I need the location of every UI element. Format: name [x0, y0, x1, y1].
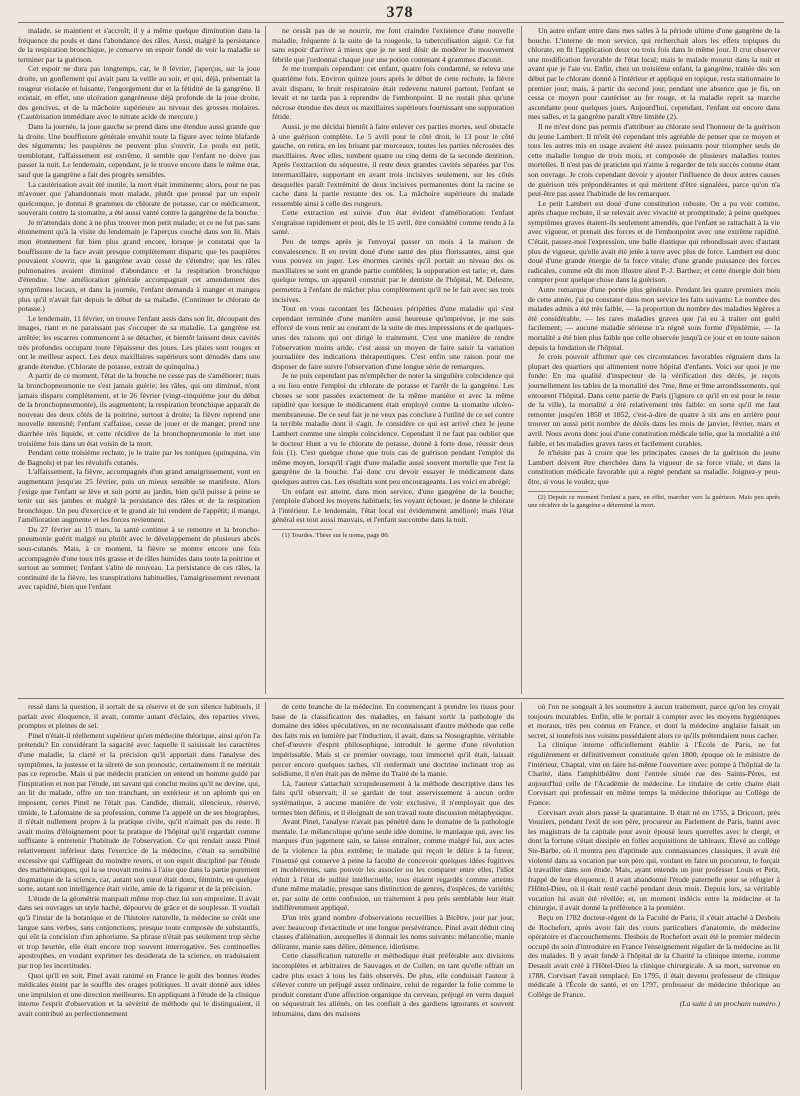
continued-note: (La suite à un prochain numéro.): [679, 999, 780, 1009]
paragraph: malade, se maintient et s'accroît; il y a même quelque diminution dans la fréquence du pouls et dans l'abondance des râles. Aussi, malgré la persistance de la respiration bronchique, je conserve un espoir fondé de voir la maladie se terminer par la guérison.: [18, 26, 260, 64]
footnote-rule: [528, 491, 588, 492]
upper-column-3: [528, 26, 780, 694]
paragraph: Je n'hésite pas à croire que les principales causes de la guérison du jeune Lambert doivent être cherchées dans la vigueur de sa force vitale, et dans la constitution médicale favorable qui a régné pendant sa maladie. Joignez-y peut-être, si vous le voulez, que: [528, 448, 780, 486]
paragraph: Tout en vous racontant les fâcheuses péripéties d'une maladie qui s'est cependant terminée d'une manière aussi heureuse qu'imprévue, je me suis efforcé de vous tenir au courant de la suite de mes impressions et de quelques-unes des raisons qui ont dirigé le traitement. C'est une manière de rendre l'observation moins aride, c'est aussi un moyen de faire saisir la variation journalière des indications thérapeutiques. C'est enfin une raison pour me disposer de faire suivre l'observation d'une longue série de remarques.: [272, 304, 514, 371]
paragraph: Cette extraction est suivie d'un état évident d'amélioration: l'enfant s'engraisse rapidement et peut, dès le 15 avril, être considéré comme rendu à la santé.: [272, 208, 514, 237]
paragraph: A partir de ce moment, l'état de la bouche ne cesse pas de s'améliorer; mais la bronchopneumonie ne s'est jamais guérie; les râles, qui ont diminué, n'ont jamais disparu complètement, et le 26 février (vingt-cinquième jour du début de la bronchopneumonie), ils augmentent; la respiration bronchique apparaît de nouveau des deux côtés de la poitrine, surtout à droite; la fièvre reprend une nouvelle intensité; l'enfant s'affaisse, cesse de jouer et de manger, prend une diarrhée très liquide, et cette récidive de la bronchopneumonie le met une troisième fois dans un état voisin de la mort.: [18, 371, 260, 448]
paragraph: Corvisart avait alors passé la quarantaine. Il était né en 1755, à Dricourt, près Vouziers, pendant l'exil de son père, procureur au Parlement de Paris, banni avec les magistrats de la capitale pour avoir épousé leurs querelles avec le clergé, et dont la fortune s'était dissipée en folles acquisitions de tableaux. Élevé au collège Ste-Barbe, où il montra peu d'aptitude aux connaissances classiques, il avait été violenté dans sa vocation par son père qui, voulant en faire un procureur, le forçait à travailler dans son étude. Mais, ayant entendu un jour professer Louis et Petit, frappé de leur éloquence, il avait abandonné l'étude paternelle pour se réfugier à l'Hôtel-Dieu, où il était resté caché pendant deux mois. Depuis lors, sa véritable vocation lui avait été révélée; et, un moment indécis entre la médecine et la chirurgie, il avait donné la préférence à la première.: [528, 807, 780, 913]
paragraph: Je crois pouvoir affirmer que ces circonstances favorables régnaient dans la plupart des quartiers qui alimentent notre hôpital d'enfants. Voici sur quoi je me fonde: En ma qualité d'inspecteur de la vérification des décès, je reçois journellement les tables de la mortalité des 7me, 8me et 9me arrondissements, qui entourent l'hôpital. Dans cette partie de Paris (j'ignore ce qu'il en est pour le reste de la ville), la mortalité a été relativement très faible: en sorte qu'il me faut remonter jusqu'en 1850 et 1852, c'est-à-dire de quatre à six ans en arrière pour trouver un aussi petit nombre de décès dans les mois de janvier, février, mars et avril. Nous avons donc joui d'une constitution médicale telle, que la mortalité a été faible, et les maladies graves rares et facilement curables.: [528, 352, 780, 448]
paragraph: ne cessât pas de se nourrir, me font craindre l'existence d'une nouvelle maladie, fréquente à la suite de la rougeole, la tuberculisation aiguë. Ce fut sans espoir d'arriver à mieux que je ne seul désir de modérer le mouvement fébrile que j'ordonnai chaque jour une potion contenant 4 grammes d'aconit.: [272, 26, 514, 64]
paragraph: Je me trompais cependant: cet enfant, quatre fois condamné, se releva une quatrième fois. Environ quinze jours après le début de cette rechute, la fièvre avait disparu, le bruit respiratoire était redevenu naturel partout, l'enfant se levait et ne tarda pas à reprendre de l'embonpoint. Il ne restait plus qu'une nécrose étendue des deux os maxillaires supérieurs fournissant une suppuration fétide.: [272, 64, 514, 122]
paragraph: Cette classification naturelle et méthodique était préférable aux divisions incomplètes et arbitraires de Sauvages et de Cullen, en tant qu'elle offrait un cadre plus exact à tous les faits observés. De plus, elle conduisait l'auteur à s'élever contre un préjugé assez ordinaire, celui de regarder la folie comme le produit constant d'une affection organique du cerveau, préjugé en vertu duquel on séquestrait les aliénés, on les confiait à des gardiens ignorants et souvent inhumains, dans des maisons: [272, 951, 514, 1018]
column-divider: [265, 702, 266, 1090]
footnote-1: (1) Tourdes. Thèse sur le noma, page 80.: [282, 531, 390, 539]
paragraph: La cautérisation avait été inutile, la mort était imminente; alors, pour ne pas m'avouer que j'abandonnais mon malade, plutôt que poussé par un espoir quelconque, je donnai 8 grammes de chlorate de potasse, car ce médicament, souverain contre la stomatite, a été aussi vanté contre la gangrène de la bouche.: [18, 179, 260, 218]
paragraph: D'un très grand nombre d'observations recueillies à Bicêtre, jour par jour, avec beaucoup d'exactitude et une longue persévérance, Pinel avait déduit cinq classes d'aliénation, auxquelles il donnait les noms suivants: mélancolie, manie délirante, manie sans délire, démence, idiotisme.: [272, 913, 514, 951]
paragraph: Le lendemain, 11 février, on trouve l'enfant assis dans son lit, découpant des images, riant et ne paraissant pas s'occuper de sa maladie. La gangrène est arrêtée; les escarres commencent à se détacher, et bientôt laissent deux cavités très profondes occupant toute l'épaisseur des joues. Les plaies sont rouges et ont le meilleur aspect. Les deux maxillaires supérieurs sont dénudés dans une grande étendue. (Chlorate de potasse, extrait de quinquina.): [18, 313, 260, 371]
upper-column-3-body: [528, 26, 780, 487]
page-number: 378: [386, 4, 414, 21]
paragraph: La clinique interne officiellement établie à l'École de Paris, ne fut régulièrement et définitivement constituée qu'en 1800, époque où le ministre de l'intérieur, Chaptal, vint en faire lui-même l'ouverture avec pompe à l'hôpital de la Charité, dans l'amphithéâtre dont l'entrée située rue des Saints-Pères, est aujourd'hui celle de l'Académie de médecine. Le titulaire de cette chaire était Corvisart qui professait en même temps la médecine théorique au Collège de France.: [528, 740, 780, 807]
paragraph: Je ne puis cependant pas m'empêcher de noter la singulière coïncidence qui a eu lieu entre l'emploi du chlorate de potasse et l'arrêt de la gangrène. Les choses se sont passées exactement de la même manière et avec la même rapidité que lorsque le médicament était employé contre la stomatite ulcéro-membraneuse. De ce seul fait je ne veux pas conclure à l'utilité de ce sel contre la terrible maladie dont il s'agit. Je considère ce qui est arrivé chez le jeune Lambert comme une simple coïncidence. Cependant il ne faut pas oublier que le docteur Hunt a vu le chlorate de potasse, donné à forte dose, réussir deux fois (1). C'est quelque chose que trois cas de guérison pendant l'emploi du même moyen, lorsqu'il s'agit d'une maladie aussi souvent mortelle que l'est la gangrène de la bouche. J'ai donc cru devoir essayer le médicament dans quelques autres cas. Les résultats sont peu encourageants. Les voici en abrégé:: [272, 371, 514, 486]
column-divider: [265, 26, 266, 694]
paragraph: Quoi qu'il en soit, Pinel avait ranimé en France le goût des bonnes études médicales éteint par le souffle des orages politiques. Il avait donné aux idées une impulsion et une direction meilleures. En appliquant à l'étude de la clinique interne l'esprit d'observation et la sévérité de méthode qui le distinguaient, il avait contribué au perfectionnement: [18, 970, 260, 1018]
paragraph: Dans la journée, la joue gauche se prend dans une étendue aussi grande que la droite. Une bouffissure générale envahit toute la figure avec teinte blafarde des téguments; les paupières ne peuvent plus s'ouvrir. Le pouls est petit, tremblotant, l'affaissement est extrême, il semble que l'enfant ne doive pas passer la nuit. Le lendemain, cependant, je le trouve encore dans le même état, sauf que la gangrène a fait des progrès sensibles.: [18, 121, 260, 179]
lower-column-3-body: [528, 702, 780, 999]
lower-column-2: [272, 702, 514, 1090]
section-rule: [18, 698, 784, 699]
paragraph: où l'on ne songeait à les soumettre à aucun traitement, parce qu'on les croyait toujours incurables. Enfin, elle le portait à compter avec les moyens hygiéniques et moraux, très peu connus en France, et dont la médecine anglaise faisait un secret, si toutefois nos voisins possédaient alors ce qu'ils prétendaient nous cacher.: [528, 702, 780, 740]
paragraph: Cet espoir ne dura pas longtemps, car, le 8 février, j'aperçus, sur la joue droite, un gonflement qui avait paru la veille au soir, et qui, déjà, présentait la rougeur violacée et luisante, l'engorgement dur et la fétidité de la gangrène. Il existait, en effet, une ulcération gangréneuse déjà profonde de la joue droite, des gencives, et de la mâchoire supérieure au niveau des grosses molaires. (Cautérisation immédiate avec le nitrate acide de mercure.): [18, 64, 260, 122]
paragraph: Avant Pinel, l'analyse n'avait pas pénétré dans le domaine de la pathologie mentale. Le mélancolique qu'une seule idée domine, le maniaque qui, avec les marques d'un jugement sain, se laisse entraîner, comme malgré lui, aux actes de la violence la plus extrême; le malade qui reçoit le délire à la fureur, l'insensé qui conserve à peine la faculté de concevoir quelques idées fugitives et incohérentes, sans pouvoir les associer ou les comparer entre elles, l'idiot réduit à l'état de nullité intellectuelle, tous étaient regardés comme atteints d'une même maladie, presque sans distinction de genres, d'espèces, de variétés; et, par suite de cette confusion, un traitement à peu près semblable leur était indifféremment appliqué.: [272, 817, 514, 913]
column-divider: [521, 26, 522, 694]
paragraph: Aussi, je me décidai bientôt à faire enlever ces parties mortes, seul obstacle à une guérison complète. Le 5 avril pour le côté droit, le 13 pour le côté gauche, on retira, en les brisant par morceaux, toutes les parties nécrosées des maxillaires. Avec elles, tombent quatre ou cinq dents de la seconde dentition. Après l'extraction du séquestre, il reste deux grandes cavités séparées par l'os intermaxillaire, supportant en avant trois incisives seulement, sur les côtés desquelles paraît l'extrémité de deux incisives permanentes dont la racine se cache dans la partie restante des os. La mâchoire supérieure du malade ressemble ainsi à celle des rongeurs.: [272, 121, 514, 208]
paragraph: Pinel n'était-il réellement supérieur qu'en médecine théorique, ainsi qu'on l'a prétendu? En considérant la sagacité avec laquelle il saisissait les caractères d'une maladie, la clarté et la précision qu'il apportait dans l'analyse des symptômes, la justesse et la sûreté de son pronostic, certainement il ne méritait pas ce reproche. Mais si par médecin praticien on entend un homme guidé par l'inspiration et non par l'étude, un savant qui conclut moins qu'il ne devine, qui, au lit du malade, offre un ton tranchant, un extérieur et un aplomb qui en imposent, certes Pinel ne l'était pas. Candide, distrait, silencieux, réservé, timide, le Lafontaine de sa profession, comme l'a appelé un de ses biographes, il n'était nullement propre à la pratique civile, qu'il n'aimait pas du reste. Il avait moins d'éloignement pour la pratique de l'hôpital qu'il regardait comme suffisante à entretenir l'habitude de l'observation. Ce qui rendait aussi Pinel relativement inférieur dans l'exercice de la médecine, c'était sa sensibilité excessive qui s'affligeait du moindre revers, et son esprit discipliné par l'étude des mathématiques, qui la se trouvait moins à l'aise que dans la partie purement dogmatique de la science, car, autant son cœur était doux, féminin, en quelque sorte, autant son intelligence était virile, amie de la rigueur et de la précision.: [18, 730, 260, 894]
paragraph: Là, l'auteur s'attachait scrupuleusement à la méthode descriptive dans les faits qu'il observait; il se gardait de tout asservissement à aucun ordre systématique, à aucune manière de voir exclusive, il n'employait que des termes bien définis, et il éloignait de son travail toute discussion métaphysique.: [272, 778, 514, 817]
paragraph: Reçu en 1782 docteur-régent de la Faculté de Paris, il s'était attaché à Desbois de Rochefort, après avoir fait des cours particuliers d'anatomie, de médecine opératoire et d'accouchements. Desbois de Rochefort avait été le premier médecin occupé du soin d'introduire en France l'enseignement régulier de la médecine au lit des malades. Il y avait fondé à l'hôpital de la Charité la clinique interne, comme Desault avait créé à l'Hôtel-Dieu la clinique chirurgicale. A sa mort, survenue en 1788, Corvisart l'avait remplacé. En 1795, il était devenu professeur de clinique médicale à l'École de santé, et en 1797, professeur de médecine théorique au Collège de France.: [528, 913, 780, 999]
header-rule: [18, 22, 784, 23]
column-divider: [521, 702, 522, 1090]
upper-column-2: [272, 26, 514, 694]
paragraph: Pendant cette troisième rechute, je le traite par les toniques (quinquina, vin de Bagnols) et par les révulsifs cutanés.: [18, 448, 260, 467]
upper-column-2-body: [272, 26, 514, 525]
paragraph: Il ne m'est donc pas permis d'attribuer au chlorate seul l'honneur de la guérison du jeune Lambert. Il m'eût été cependant très agréable de penser que ce moyen et tous les autres mis en usage avaient été assez puissants pour triompher seuls de cette maladie longue de trois mois, et composée de plusieurs maladies toutes mortelles. Il n'est pas de praticien qui n'aime à regarder de tels succès comme étant son ouvrage. Je crois cependant devoir y ajouter l'influence de deux autres causes de guérison très prépondérantes et qui méritent d'être signalées, parce qu'on n'a peut-être pas assez l'habitude de les remarquer.: [528, 121, 780, 199]
paragraph: Je m'attendais donc à ne plus trouver mon petit malade; et ce ne fut pas sans étonnement qu'à la visite du lendemain je l'aperçus couché dans son lit. Mais mon étonnement fut bien plus grand encore, lorsque je constatai que la bouffissure de la face avait presque complètement disparu; que les paupières pouvaient s'ouvrir, que la gangrène avait cessé de s'étendre; que les râles pulmonaires avaient diminué d'abondance et la respiration bronchique d'étendue. Une amélioration générale accompagnait cet amendement des symptômes locaux, et dans la journée, l'enfant demanda à manger et mangea plus qu'il n'avait fait depuis le début de sa maladie. (Continuer le chlorate de potasse.): [18, 217, 260, 314]
paragraph: Peu de temps après je l'envoyai passer un mois à la maison de convalescence. Il en revint doué d'une santé des plus florissantes, ainsi que vous pouvez en juger. Les énormes cavités qu'il portait au niveau des os maxillaires se sont en grande partie comblées; la suppuration est tarie; et, dans quelque temps, un appareil construit par le dentiste de l'hôpital, M. Delestre, permettra à l'enfant de mâcher plus complètement qu'il ne le fait avec ses trois incisives.: [272, 237, 514, 304]
lower-column-1: [18, 702, 260, 1090]
lower-column-3: [528, 702, 780, 1090]
paragraph: L'affaissement, la fièvre, accompagnés d'un grand amaigrissement, vont en augmentant jusqu'au 25 février, puis un mieux sensible se manifeste. Alors j'exige que l'enfant se lève et soit porté au jardin, bien qu'il puisse à peine se tenir sur ses jambes et malgré la persistance des râles et de la respiration bronchique. Un peu d'exercice et le grand air lui rendent de l'appétit; il mange, l'amélioration augmente et les forces reviennent.: [18, 467, 260, 525]
footnote-2: (2) Depuis ce moment l'enfant a paru, en effet, marcher vers la guérison. Mais peu après une récidive de la gangrène a déterminé la mort.: [528, 493, 780, 509]
paragraph: de cette branche de la médecine. En commençant à prendre les tissus pour base de la classification des maladies, en faisant sortir la pathologie du domaine des idées spéculatives, en ne reconnaissant d'autre méthode que celle des faits mis en lumière par l'induction, il avait, dans sa Nosographie, véritable chef-d'œuvre d'esprit philosophique, introduit le germe d'une révolution impérissable. Mais si ce premier ouvrage, tout immortel qu'il était, laissait percer encore quelques taches, s'il renfermait une doctrine inclinant trop au solidisme, il n'en était pas de même du Traité de la manie.: [272, 702, 514, 779]
paragraph: Un autre enfant entre dans mes salles à la période ultime d'une gangrène de la bouche. L'interne de mon service, qui recherchait alors les effets topiques du chlorate, en fit l'application deux ou trois fois dans le même jour. Il crut observer une modification favorable de l'état local; mais le malade mourut dans la nuit et avant que je l'aie vu. Enfin, chez un troisième enfant, la gangrène, traitée dès son début par le chlorate donné à l'intérieur et appliqué en topique, resta stationnaire le premier jour; mais, à partir du second jour, pendant une absence que je fis, on cessa ce moyen pour cautériser au fer rouge, et la maladie reprit sa marche ascendante pour quelques jours. Aujourd'hui, cependant, l'enfant est encore dans mes salles, et la gangrène paraît s'être limitée (2).: [528, 26, 780, 122]
paragraph: Autre remarque d'une portée plus générale. Pendant les quatre premiers mois de cette année, j'ai pu constater dans mon service les faits suivants: Le nombre des malades admis a été très faible, — la proportion du nombre des maladies légères a été considérable, — les rares maladies graves que j'ai eu à traiter ont guéri facilement; — aucune maladie sérieuse n'a régné sous forme d'épidémie, — la mortalité a été bien plus faible que celle observée jusqu'à ce jour et en toute saison depuis la fondation de l'hôpital.: [528, 285, 780, 352]
footnote-rule: [272, 529, 332, 530]
upper-column-1: [18, 26, 260, 694]
paragraph: ressé dans la question, il sortait de sa réserve et de son silence habituels, il parlait avec éloquence, il avait, comme autant d'éclairs, des reparties vives, promptes et pleines de sel.: [18, 702, 260, 731]
paragraph: Un enfant est atteint, dans mon service, d'une gangrène de la bouche; j'emploie d'abord les moyens habituels; les voyant échouer, je donne le chlorate à l'intérieur. Le lendemain, l'état local est évidemment amélioré; mais l'état général est tout aussi mauvais, et l'enfant succombe dans la nuit.: [272, 486, 514, 525]
paragraph: Du 27 février au 15 mars, la santé continue à se remettre et la broncho-pneumonie guérit malgré ou plutôt avec le développement de plusieurs abcès sous-cutanés. Mais, à ce moment, la fièvre se montre encore une fois accompagnée d'une toux très grasse et de râles humides dans toute la poitrine et surtout au sommet; l'enfant s'alite de nouveau. La persistance de ces râles, la continuité de la fièvre, les transpirations habituelles, l'amaigrissement revenant avec rapidité, bien que l'enfant: [18, 524, 260, 592]
paragraph: L'étude de la géométrie marquait même trop chez lui son empreinte. Il avait dans ses ouvrages un style haché, dépourvu de grâce et de souplesse. Il voulait qu'à l'instar de la botanique et de l'histoire naturelle, la médecine se créât une langue sans verbes, sans conjonctions, presque toute composée de substantifs, qui eût la concision d'un aphorisme. Sa phrase n'était pas seulement trop sèche et trop heurtée, elle était encore trop souvent interrogative. Ses continuelles apostrophes, en voulant exprimer les desiderata de la science, en traduisaient par trop les incertitudes.: [18, 893, 260, 971]
paragraph: Le petit Lambert est doué d'une constitution robuste. On a pu voir comme, après chaque rechute, il se relevait avec vivacité et promptitude; à peine quelques symptômes graves étaient-ils seulement amendés, que l'enfant se rattachait à la vie avec vigueur, et prenait des forces et de l'embonpoint avec une extrême rapidité. C'était, passez-moi l'expression, une balle élastique qui rebondissait avec d'autant plus de vigueur, qu'elle avait été jetée à terre avec plus de force. Lambert est donc doué d'une grande énergie de la force vitale; d'une grande puissance des forces radicales, comme eût dit mon illustre aïeul P.-J. Barthez; et cette énergie doit bien compter pour quelque chose dans la guérison.: [528, 198, 780, 285]
